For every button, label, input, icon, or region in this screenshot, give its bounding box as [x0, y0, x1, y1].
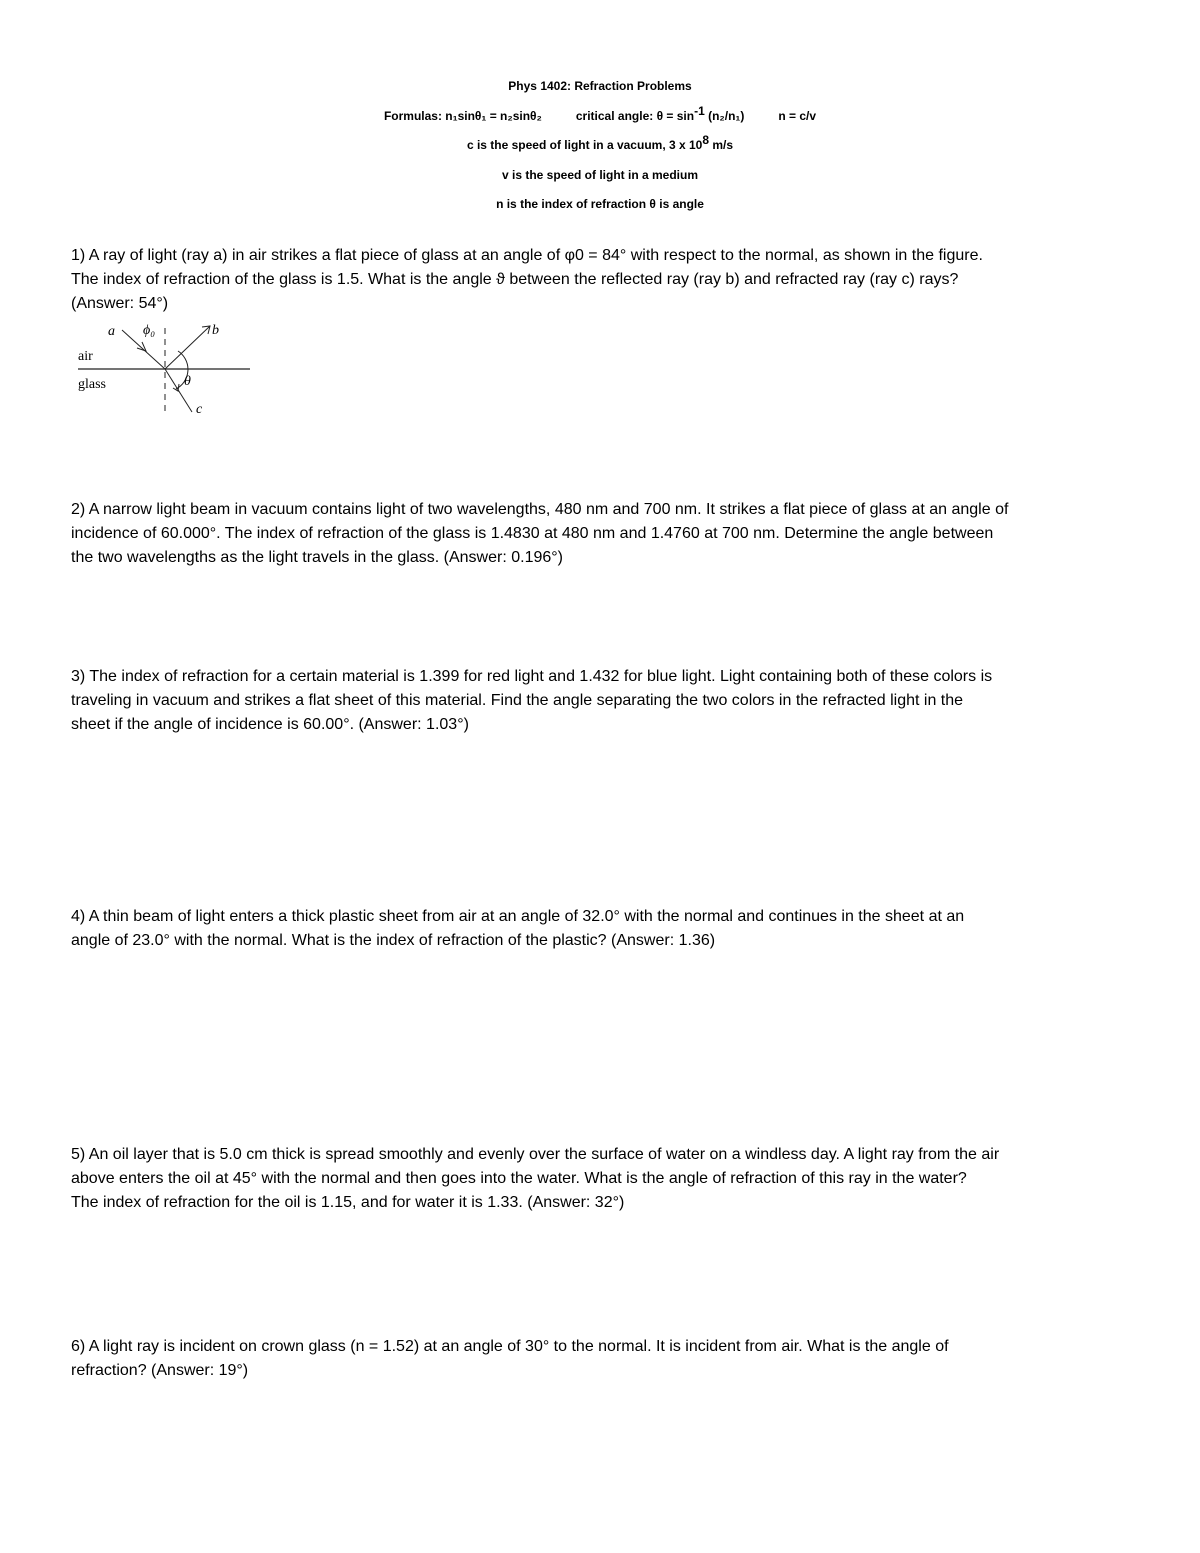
problem-6-line-1: 6) A light ray is incident on crown glass (n = 1.52) at an angle of 30° to the normal. It is incident from air. What is the angle of [71, 1338, 949, 1355]
problem-1 [71, 244, 1133, 316]
problem-2-line-3: the two wavelengths as the light travels in the glass. (Answer: 0.196°) [71, 549, 563, 566]
figure-label-glass: glass [78, 377, 106, 392]
figure-label-b: b [212, 323, 219, 338]
refraction-figure [70, 318, 260, 418]
figure-label-phi: ϕ₀ [143, 323, 156, 338]
problem-2-line-1: 2) A narrow light beam in vacuum contains light of two wavelengths, 480 nm and 700 nm. It strikes a flat piece of glass at an angle of [71, 501, 1009, 518]
problem-1-line-1: 1) A ray of light (ray a) in air strikes a flat piece of glass at an angle of φ0 = 84° with respect to the normal, as shown in the figure. [71, 247, 983, 264]
problem-4-line-1: 4) A thin beam of light enters a thick plastic sheet from air at an angle of 32.0° with the normal and continues in the sheet at an [71, 908, 965, 925]
formulas-line [0, 102, 1200, 132]
c-definition-unit: m/s [709, 138, 734, 152]
problem-6-line-2: refraction? (Answer: 19°) [71, 1362, 249, 1379]
v-definition: v is the speed of light in a medium [501, 167, 699, 182]
figure-label-c: c [196, 402, 203, 417]
problem-1-line-3: (Answer: 54°) [71, 295, 169, 312]
problem-5 [71, 1143, 1133, 1215]
index-formula: n = c/v [778, 108, 817, 123]
problem-3 [71, 665, 1133, 737]
problem-1-line-2: The index of refraction of the glass is 1.5. What is the angle ϑ between the reflected ray (ray b) and refracted ray (ray c) rays? [71, 271, 959, 288]
c-definition-text: c is the speed of light in a vacuum, 3 x 10 [466, 138, 703, 152]
figure-label-theta: θ [184, 374, 191, 389]
document-header [0, 72, 1200, 220]
problem-2 [71, 498, 1133, 570]
problem-3-line-3: sheet if the angle of incidence is 60.00°. (Answer: 1.03°) [71, 716, 469, 733]
snell-law: n₁sinθ₁ = n₂sinθ₂ [445, 108, 542, 123]
problem-3-line-2: traveling in vacuum and strikes a flat sheet of this material. Find the angle separating the two colors in the refracted light in the [71, 692, 964, 709]
figure-label-air: air [78, 349, 93, 364]
problem-4 [71, 905, 1133, 953]
c-definition-exponent: 8 [702, 133, 710, 147]
c-definition [0, 131, 1200, 161]
critical-angle-exponent: -1 [694, 103, 705, 118]
page-title: Phys 1402: Refraction Problems [508, 79, 692, 93]
incident-arrow-icon [137, 342, 146, 351]
critical-angle-label: critical angle: θ = sin [575, 108, 695, 123]
problem-6 [71, 1335, 1133, 1383]
formulas-label: Formulas: [383, 108, 442, 123]
problem-5-line-2: above enters the oil at 45° with the normal and then goes into the water. What is the angle of refraction of this ray in the water? [71, 1170, 967, 1187]
critical-angle-argument: (n₂/n₁) [704, 108, 745, 123]
problem-5-line-3: The index of refraction for the oil is 1.15, and for water it is 1.33. (Answer: 32°) [71, 1194, 625, 1211]
figure-label-a: a [108, 324, 115, 339]
problem-5-line-1: 5) An oil layer that is 5.0 cm thick is spread smoothly and evenly over the surface of water on a windless day. A light ray from the air [71, 1146, 1000, 1163]
problem-4-line-2: angle of 23.0° with the normal. What is the index of refraction of the plastic? (Answer: 1.36) [71, 932, 716, 949]
n-definition: n is the index of refraction θ is angle [496, 197, 704, 211]
problem-3-line-1: 3) The index of refraction for a certain material is 1.399 for red light and 1.432 for blue light. Light containing both of these colors is [71, 668, 993, 685]
problem-2-line-2: incidence of 60.000°. The index of refraction of the glass is 1.4830 at 480 nm and 1.4760 at 700 nm. Determine the angle between [71, 525, 994, 542]
